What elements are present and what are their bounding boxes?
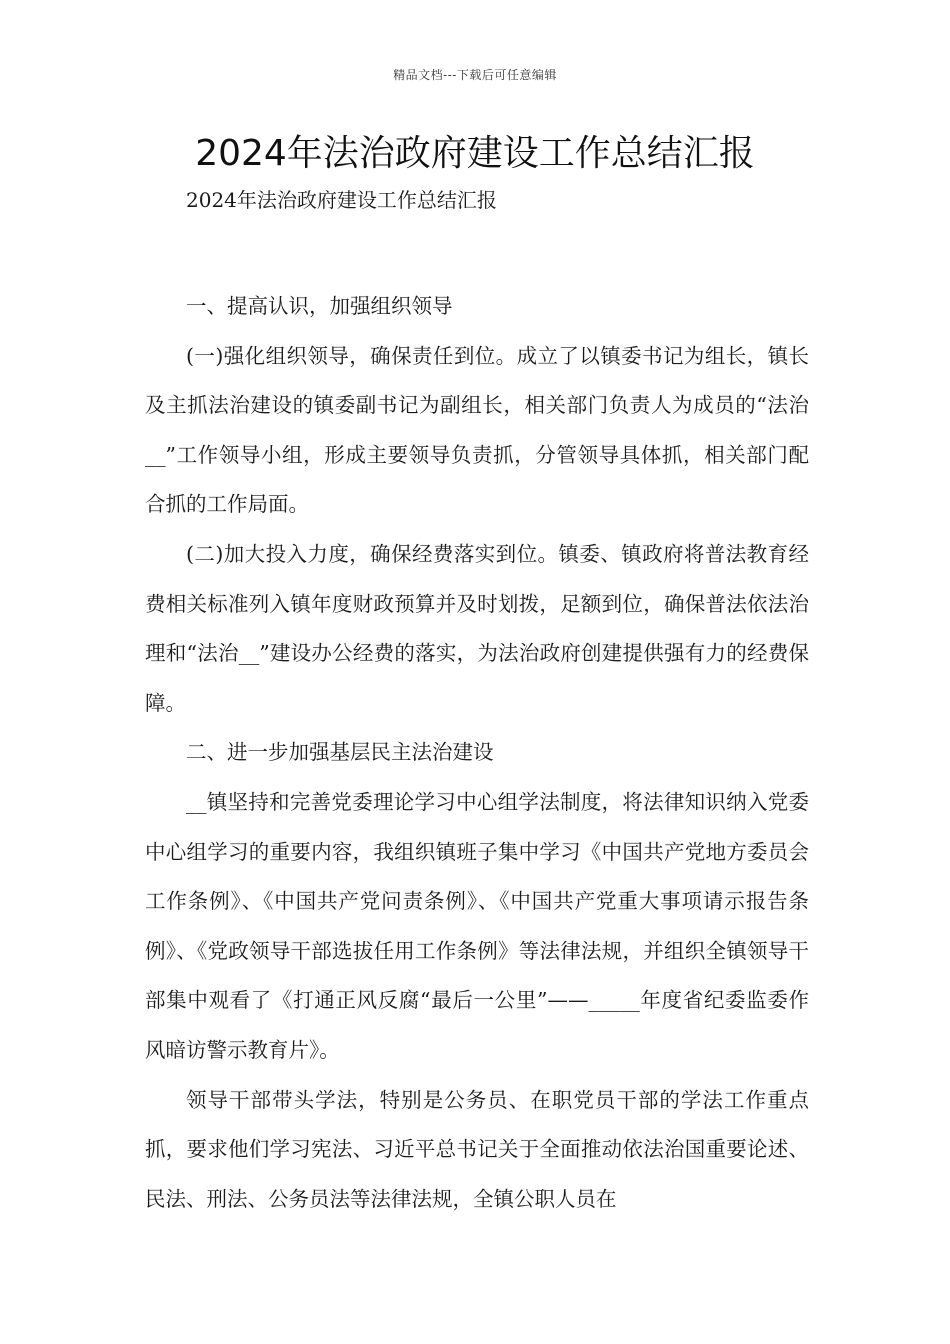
paragraph: (二)加大投入力度，确保经费落实到位。镇委、镇政府将普法教育经费相关标准列入镇年度财政预算并及时划拨，足额到位，确保普法依法治理和“法治__”建设办公经费的落实，为法治政府创建提供强有力的经费保障。 [145,541,809,715]
document-subtitle: 2024年法治政府建设工作总结汇报 [186,188,497,212]
header-note: 精品文档---下载后可任意编辑 [393,68,557,82]
paragraph: 领导干部带头学法，特别是公务员、在职党员干部的学法工作重点抓，要求他们学习宪法、习近平总书记关于全面推动依法治国重要论述、民法、刑法、公务员法等法律法规，全镇公职人员在 [145,1087,809,1211]
section-heading-2: 二、进一步加强基层民主法治建设 [186,740,494,765]
paragraph: __镇坚持和完善党委理论学习中心组学法制度，将法律知识纳入党委中心组学习的重要内容，我组织镇班子集中学习《中国共产党地方委员会工作条例》、《中国共产党问责条例》、《中国共产党重大事项请示报告条例》、《党政领导干部选拔任用工作条例》等法律法规，并组织全镇领导干部集中观看了《打通正风反腐“最后一公里”——_____年度省纪委监委作风暗访警示教育片》。 [145,789,809,1062]
document-body [145,282,809,1224]
section-heading-1: 一、提高认识，加强组织领导 [186,294,453,318]
document-title: 2024年法治政府建设工作总结汇报 [195,133,755,174]
paragraph: (一)强化组织领导，确保责任到位。成立了以镇委书记为组长，镇长及主抓法治建设的镇委副书记为副组长，相关部门负责人为成员的“法治__”工作领导小组，形成主要领导负责抓，分管领导具体抓，相关部门配合抓的工作局面。 [145,343,809,517]
